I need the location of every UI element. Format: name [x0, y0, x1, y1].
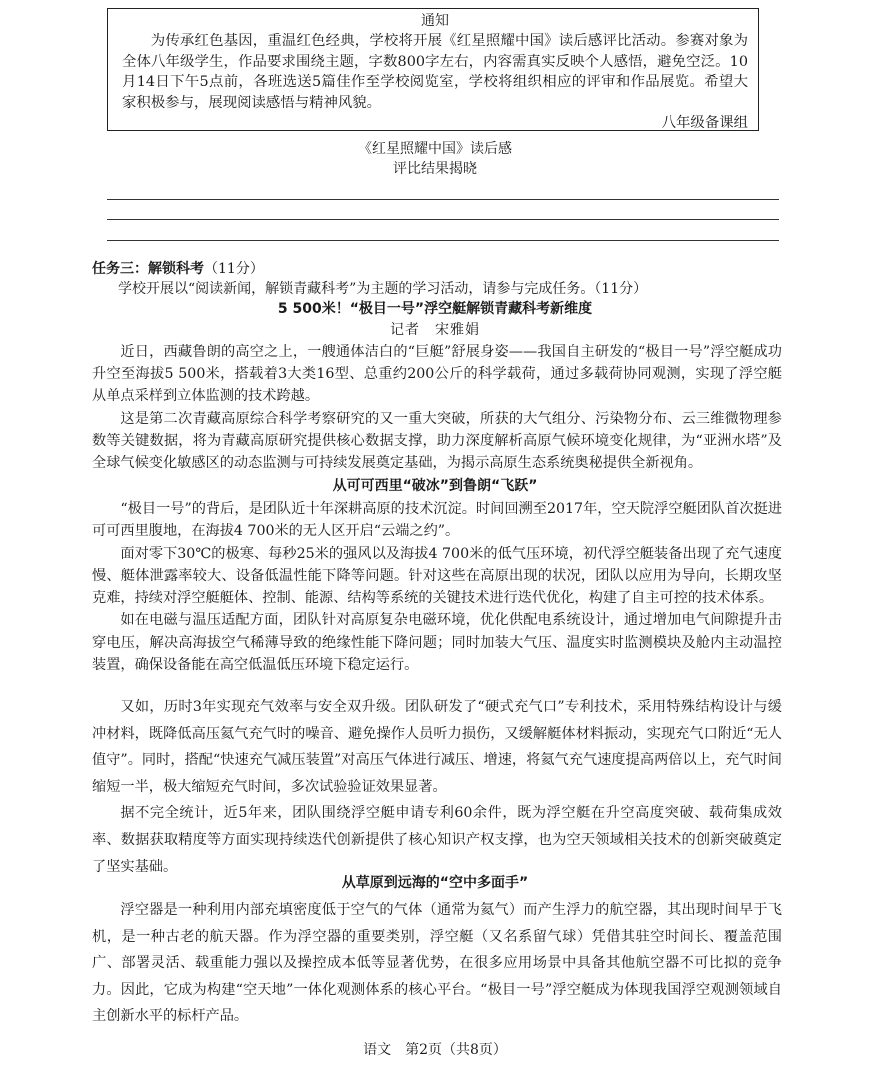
announcement-title-line1: 《红星照耀中国》读后感: [358, 141, 512, 157]
article-title: 5 500米！“极目一号”浮空艇解锁青藏科考新维度: [277, 301, 593, 317]
paragraph: 据不完全统计，近5年来，团队围绕浮空艇申请专利60余件，既为浮空艇在升空高度突破、载荷集成效率、数据获取精度等方面实现持续迭代创新提供了核心知识产权支撑，也为空天领域相关技术的创新突破奠定了坚实基础。: [92, 805, 782, 875]
article-body-part2: [92, 498, 782, 676]
notice-body: 为传承红色基因，重温红色经典，学校将开展《红星照耀中国》读后感评比活动。参赛对象为全体八年级学生，作品要求围绕主题，字数800字左右，内容需真实反映个人感悟，避免空泛。10月14日下午5点前，各班选送5篇佳作至学校阅览室，学校将组织相应的评审和作品展览。希望大家积极参与，展现阅读感悟与精神风貌。: [122, 33, 748, 111]
task-intro: 学校开展以“阅读新闻，解锁青藏科考”为主题的学习活动，请参与完成任务。（11分）: [118, 281, 648, 297]
section-title-2: 从草原到远海的“空中多面手”: [341, 875, 529, 891]
paragraph: “极目一号”的背后，是团队近十年深耕高原的技术沉淀。时间回溯至2017年，空天院浮空艇团队首次挺进可可西里腹地，在海拔4 700米的无人区开启“云端之约”。: [92, 501, 782, 540]
page-footer: 语文 第2页（共8页）: [363, 1042, 507, 1058]
answer-line: [107, 199, 779, 200]
announcement-title-line2: 评比结果揭晓: [393, 161, 477, 177]
article-reporter: 记者 宋雅娟: [390, 322, 480, 338]
paragraph: 这是第二次青藏高原综合科学考察研究的又一重大突破，所获的大气组分、污染物分布、云三维微物理参数等关键数据，将为青藏高原研究提供核心数据支撑，助力深度解析高原气候环境变化规律，为“亚洲水塔”及全球气候变化敏感区的动态监测与可持续发展奠定基础，为揭示高原生态系统奥秘提供全新视角。: [92, 410, 782, 472]
paragraph: 浮空器是一种利用内部充填密度低于空气的气体（通常为氦气）而产生浮力的航空器，其出现时间早于飞机，是一种古老的航天器。作为浮空器的重要类别，浮空艇（又名系留气球）凭借其驻空时间长、覆盖范围广、部署灵活、载重能力强以及操控成本低等显著优势，在很多应用场景中具备其他航空器不可比拟的竞争力。因此，它成为构建“空天地”一体化观测体系的核心平台。“极目一号”浮空艇成为体现我国浮空观测领域自主创新水平的标杆产品。: [92, 902, 782, 1025]
notice-box: [107, 8, 759, 131]
task-heading: [92, 259, 264, 279]
answer-line: [107, 219, 779, 220]
section-title-1: 从可可西里“破冰”到鲁朗“飞跃”: [332, 478, 538, 494]
article-body-part4: [92, 897, 782, 1030]
paragraph: 又如，历时3年实现充气效率与安全双升级。团队研发了“硬式充气口”专利技术，采用特殊结构设计与缓冲材料，既降低高压氦气充气时的噪音、避免操作人员听力损伤，又缓解艇体材料振动，实现充气口附近“无人值守”。同时，搭配“快速充气减压装置”对高压气体进行减压、增速，将氦气充气速度提高两倍以上，充气时间缩短一半，极大缩短充气时间，多次试验验证效果显著。: [92, 699, 782, 795]
answer-line: [107, 240, 779, 241]
paragraph: 面对零下30℃的极寒、每秒25米的强风以及海拔4 700米的低气压环境，初代浮空艇装备出现了充气速度慢、艇体泄露率较大、设备低温性能下降等问题。针对这些在高原出现的状况，团队以应用为导向，长期攻坚克难，持续对浮空艇艇体、控制、能源、结构等系统的关键技术进行迭代优化，构建了自主可控的技术体系。: [92, 545, 782, 607]
task-label: 任务三：解锁科考: [92, 261, 204, 277]
paragraph: 如在电磁与温压适配方面，团队针对高原复杂电磁环境，优化供配电系统设计，通过增加电气间隙提升击穿电压，解决高海拔空气稀薄导致的绝缘性能下降问题；同时加装大气压、温度实时监测模块及舱内主动温控装置，确保设备能在高空低温低压环境下稳定运行。: [92, 612, 782, 674]
article-body-part3: [92, 694, 782, 880]
article-body-part1: [92, 341, 782, 474]
paragraph: 近日，西藏鲁朗的高空之上，一艘通体洁白的“巨艇”舒展身姿——我国自主研发的“极目一号”浮空艇成功升空至海拔5 500米，搭载着3大类16型、总重约200公斤的科学载荷，通过多载荷协同观测，实现了浮空艇从单点采样到立体监测的技术跨越。: [92, 344, 782, 405]
task-points: （11分）: [204, 261, 264, 277]
notice-signature: 八年级备课组: [661, 115, 748, 131]
notice-title: 通知: [421, 13, 449, 29]
